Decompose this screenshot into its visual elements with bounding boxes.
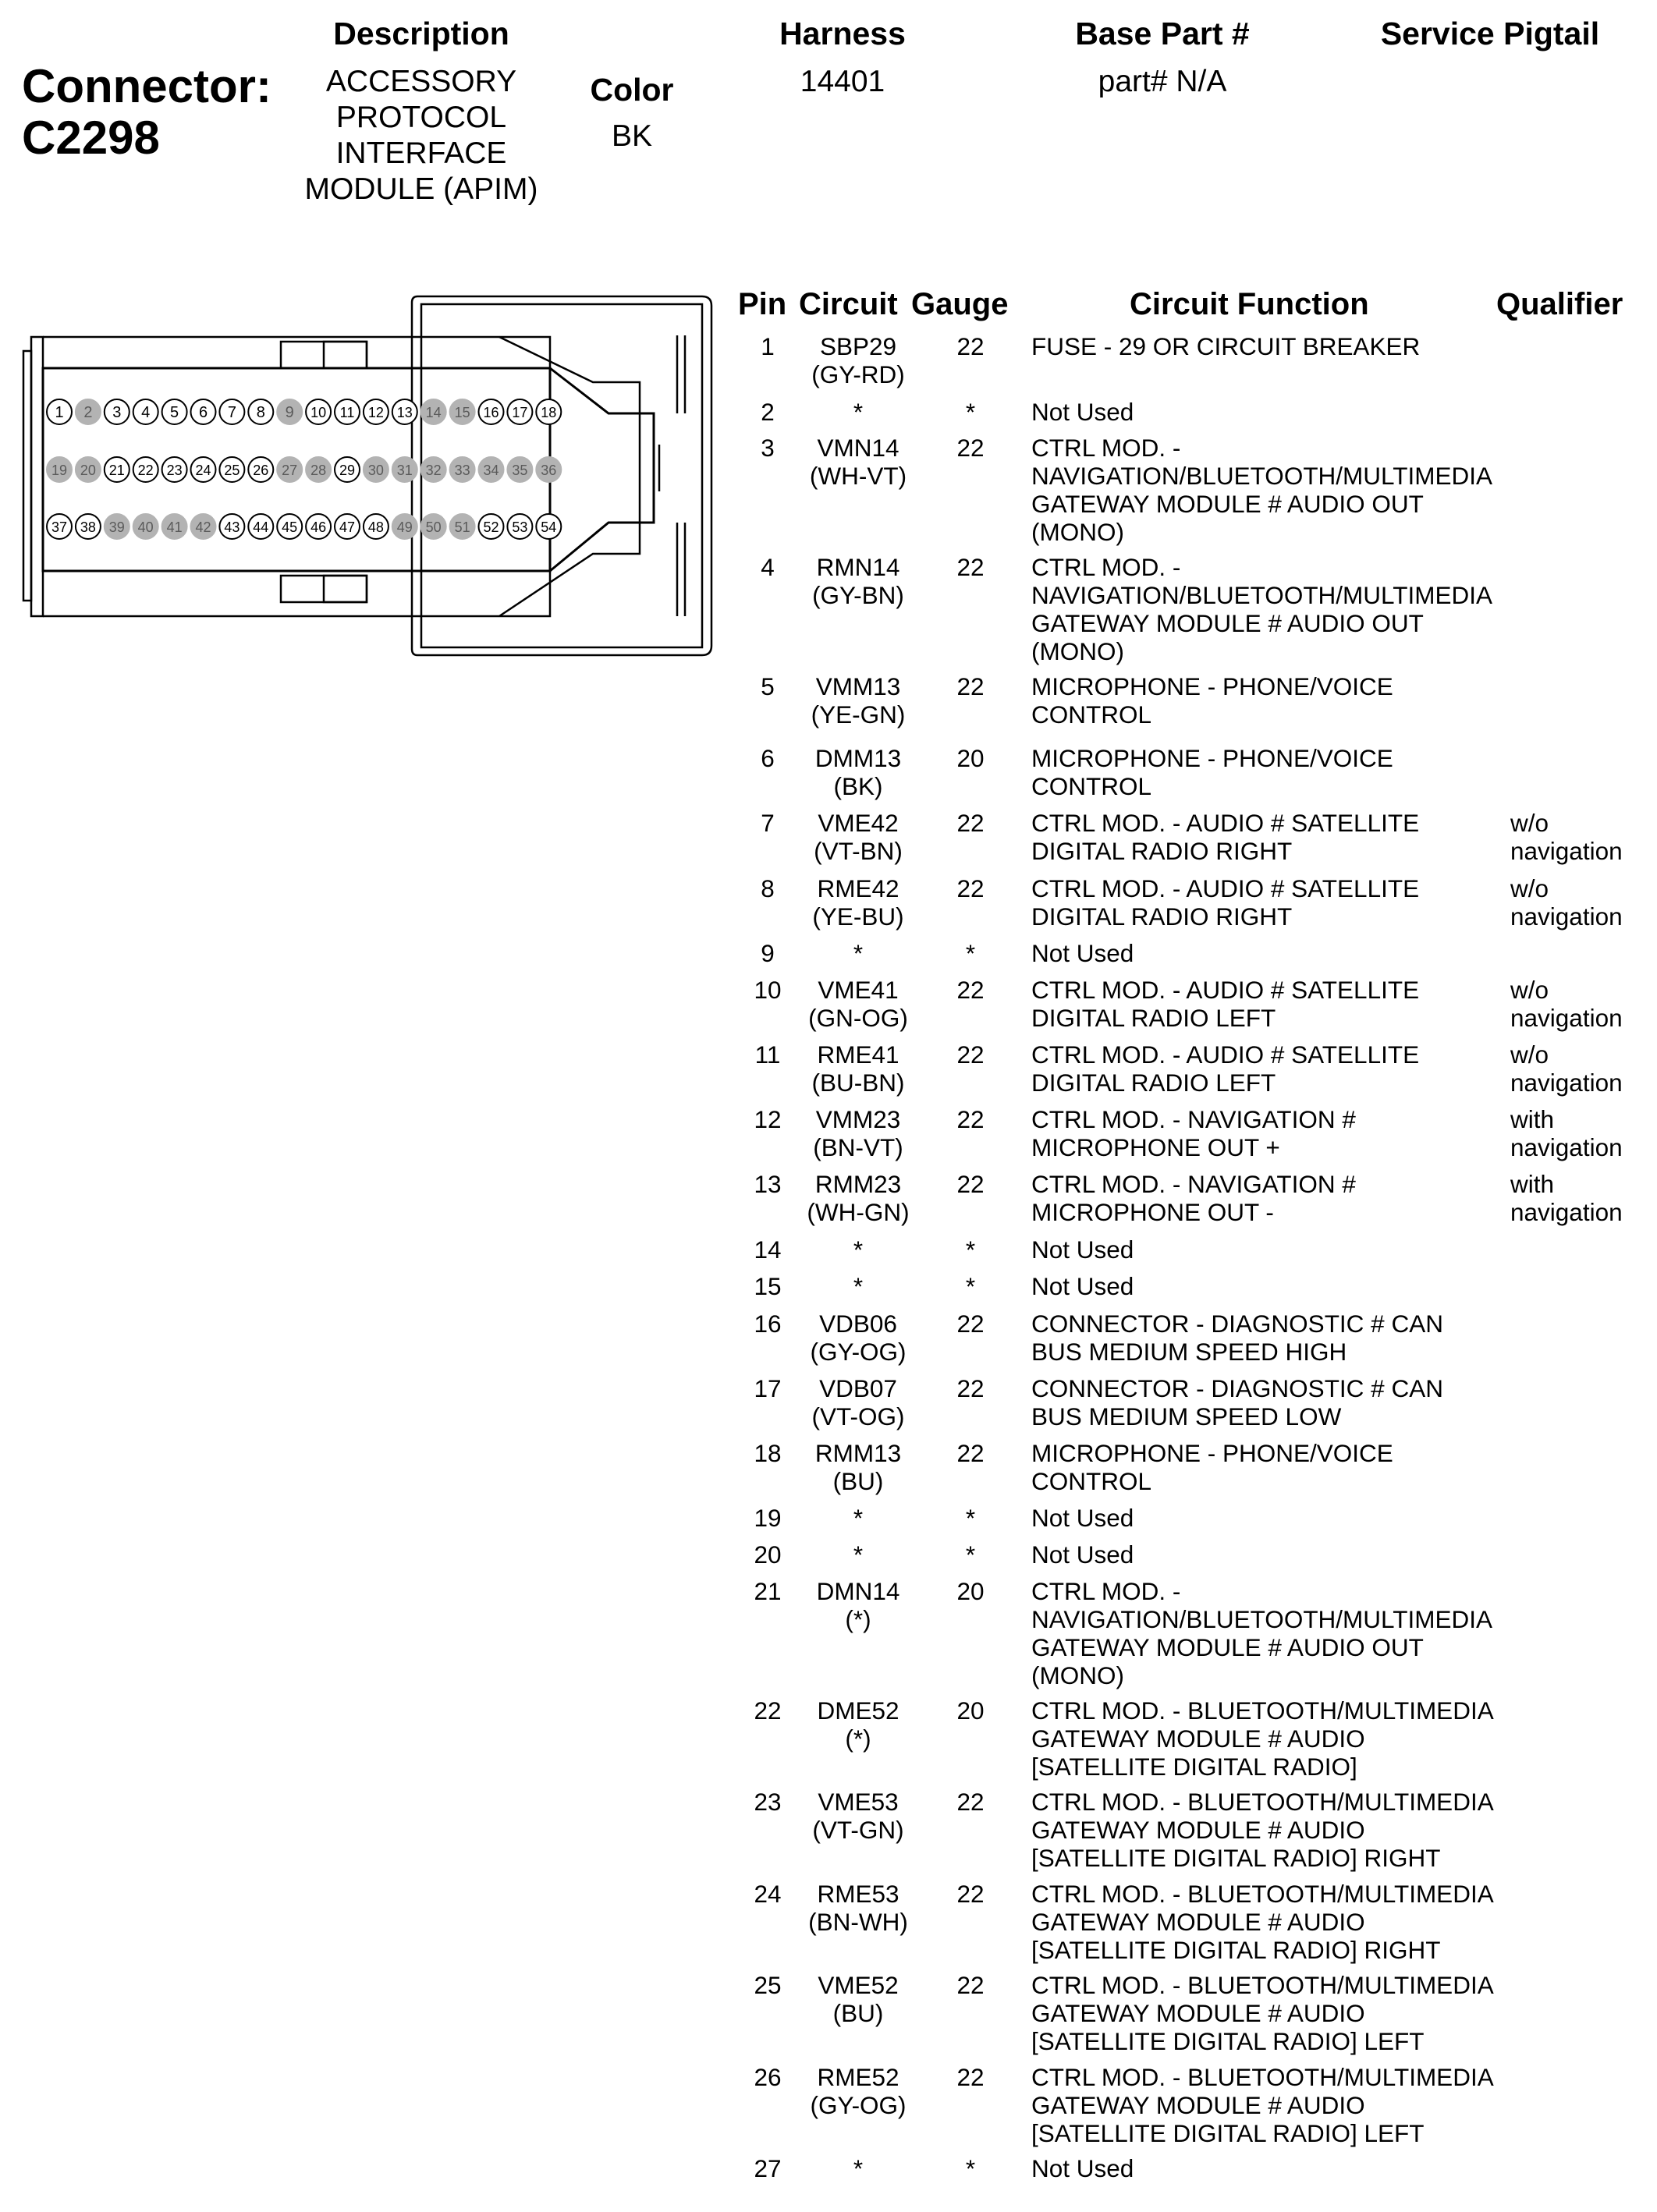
cavity-number: 54 <box>541 519 557 535</box>
cavity-number: 1 <box>55 404 64 421</box>
cavity-8 <box>248 399 273 424</box>
cavity-number: 52 <box>483 519 499 535</box>
pin-number: 1 <box>761 332 775 360</box>
pin-number: 4 <box>761 553 775 581</box>
lock-tongue <box>550 368 654 571</box>
pin-col-header: Pin <box>738 287 787 321</box>
pin-number: 19 <box>754 1504 782 1532</box>
pin-number: 23 <box>754 1788 782 1816</box>
cavity-number: 29 <box>339 463 356 478</box>
wire-gauge: 22 <box>956 1880 985 1908</box>
circuit-function: CTRL MOD. - AUDIO # SATELLITE DIGITAL RADIO LEFT <box>1031 1040 1420 1097</box>
cavity-24 <box>191 457 216 482</box>
circuit-code: DMN14 (*) <box>816 1577 900 1633</box>
cavity-20 <box>76 457 101 482</box>
circuit-function: CTRL MOD. - NAVIGATION/BLUETOOTH/MULTIMEDIA GATEWAY MODULE # AUDIO OUT (MONO) <box>1031 553 1492 665</box>
cavity-number: 50 <box>425 519 442 535</box>
cavity-38 <box>76 514 101 539</box>
circuit-code: RMM13 (BU) <box>814 1439 902 1495</box>
circuit-function: CONNECTOR - DIAGNOSTIC # CAN BUS MEDIUM SPEED HIGH <box>1031 1310 1443 1366</box>
cavity-number: 22 <box>137 463 154 478</box>
cavity-number: 3 <box>112 404 122 421</box>
wire-gauge: 22 <box>956 1310 985 1338</box>
circuit-code: VDB06 (GY-OG) <box>810 1310 907 1366</box>
circuit-code: DMM13 (BK) <box>814 744 902 800</box>
circuit-code: VMN14 (WH-VT) <box>809 434 907 490</box>
connector-id: C2298 <box>22 112 160 164</box>
gauge-col-header: Gauge <box>911 287 1009 321</box>
wire-gauge: * <box>965 398 976 426</box>
cavity-number: 42 <box>195 519 211 535</box>
wire-gauge: 22 <box>956 2063 985 2091</box>
cavity-16 <box>479 399 504 424</box>
qualifier: w/o navigation <box>1510 874 1623 931</box>
cavity-number: 33 <box>454 463 470 478</box>
pin-number: 18 <box>754 1439 782 1467</box>
circuit-code: * <box>853 2154 864 2182</box>
wire-gauge: * <box>965 1504 976 1532</box>
wire-gauge: 22 <box>956 1971 985 1999</box>
circuit-function: Not Used <box>1031 1504 1134 1532</box>
cavity-34 <box>479 457 504 482</box>
circuit-code: VME53 (VT-GN) <box>812 1788 904 1844</box>
qualifier: with navigation <box>1510 1170 1623 1226</box>
circuit-function: CTRL MOD. - AUDIO # SATELLITE DIGITAL RADIO LEFT <box>1031 976 1420 1032</box>
cavity-number: 21 <box>108 463 125 478</box>
wire-gauge: 22 <box>956 976 985 1004</box>
cavity-number: 25 <box>224 463 240 478</box>
pin-number: 6 <box>761 744 775 772</box>
cavity-47 <box>335 514 360 539</box>
cavity-54 <box>536 514 561 539</box>
circuit-function: Not Used <box>1031 2154 1134 2182</box>
cavity-48 <box>364 514 389 539</box>
pin-number: 15 <box>754 1272 782 1300</box>
wire-gauge: 20 <box>956 1696 985 1725</box>
cavity-37 <box>47 514 72 539</box>
circuit-function: CTRL MOD. - BLUETOOTH/MULTIMEDIA GATEWAY MODULE # AUDIO [SATELLITE DIGITAL RADIO] LEFT <box>1031 1971 1494 2055</box>
description-value: ACCESSORY PROTOCOL INTERFACE MODULE (APIM) <box>304 65 538 206</box>
cavity-number: 31 <box>396 463 413 478</box>
cavity-number: 48 <box>367 519 384 535</box>
cavity-number: 53 <box>512 519 528 535</box>
circuit-function: Not Used <box>1031 1235 1134 1264</box>
cavity-3 <box>105 399 130 424</box>
pin-number: 9 <box>761 939 775 967</box>
cavity-9 <box>277 399 302 424</box>
cavity-1 <box>47 399 72 424</box>
circuit-function: CTRL MOD. - AUDIO # SATELLITE DIGITAL RADIO RIGHT <box>1031 874 1420 931</box>
cavity-4 <box>133 399 158 424</box>
cavity-39 <box>105 514 130 539</box>
cavity-5 <box>162 399 187 424</box>
circuit-code: VME52 (BU) <box>818 1971 899 2027</box>
pin-number: 7 <box>761 809 775 837</box>
circuit-function: CTRL MOD. - NAVIGATION/BLUETOOTH/MULTIMEDIA GATEWAY MODULE # AUDIO OUT (MONO) <box>1031 1577 1492 1689</box>
circuit-code: VDB07 (VT-OG) <box>811 1374 905 1430</box>
circuit-code: * <box>853 939 864 967</box>
circuit-function: Not Used <box>1031 398 1134 426</box>
circuit-code: * <box>853 1272 864 1300</box>
connector-shell-outer <box>23 351 31 601</box>
wire-gauge: * <box>965 939 976 967</box>
cavity-number: 38 <box>80 519 96 535</box>
cavity-17 <box>507 399 532 424</box>
bottom-rail <box>43 571 550 616</box>
circuit-function: Not Used <box>1031 939 1134 967</box>
circuit-function: Not Used <box>1031 1540 1134 1569</box>
pin-number: 16 <box>754 1310 782 1338</box>
cavity-42 <box>191 514 216 539</box>
cavity-number: 46 <box>310 519 327 535</box>
pin-number: 27 <box>754 2154 782 2182</box>
circuit-col-header: Circuit <box>799 287 898 321</box>
description-header: Description <box>333 16 509 51</box>
pin-number: 12 <box>754 1105 782 1133</box>
wire-gauge: 22 <box>956 1040 985 1069</box>
cavity-33 <box>450 457 475 482</box>
cavity-51 <box>450 514 475 539</box>
cavity-number: 2 <box>83 404 93 421</box>
cavity-7 <box>219 399 244 424</box>
circuit-code: RME41 (BU-BN) <box>811 1040 905 1097</box>
wire-gauge: 22 <box>956 1170 985 1198</box>
cavity-number: 13 <box>396 405 413 420</box>
circuit-code: VME42 (VT-BN) <box>814 809 903 865</box>
cavity-50 <box>421 514 446 539</box>
wire-gauge: 20 <box>956 1577 985 1605</box>
cavity-number: 5 <box>170 404 179 421</box>
pin-number: 13 <box>754 1170 782 1198</box>
cavity-11 <box>335 399 360 424</box>
cavity-number: 32 <box>425 463 442 478</box>
cavity-19 <box>47 457 72 482</box>
wire-gauge: 22 <box>956 434 985 462</box>
cavity-25 <box>219 457 244 482</box>
circuit-code: RME52 (GY-OG) <box>810 2063 907 2119</box>
circuit-code: * <box>853 1235 864 1264</box>
circuit-function: Not Used <box>1031 1272 1134 1300</box>
cavity-26 <box>248 457 273 482</box>
wire-gauge: * <box>965 1540 976 1569</box>
cavity-43 <box>219 514 244 539</box>
cavity-number: 23 <box>166 463 183 478</box>
cavity-32 <box>421 457 446 482</box>
cavity-number: 7 <box>227 404 236 421</box>
circuit-function: MICROPHONE - PHONE/VOICE CONTROL <box>1031 1439 1393 1495</box>
circuit-code: * <box>853 398 864 426</box>
cavity-2 <box>76 399 101 424</box>
connector-title <box>22 61 271 164</box>
cavity-number: 15 <box>454 405 470 420</box>
cavity-number: 17 <box>512 405 528 420</box>
cavity-13 <box>392 399 417 424</box>
wire-gauge: 22 <box>956 1439 985 1467</box>
pin-number: 25 <box>754 1971 782 1999</box>
cavity-number: 19 <box>51 463 68 478</box>
pin-number: 3 <box>761 434 775 462</box>
cavity-10 <box>306 399 331 424</box>
qualifier-col-header: Qualifier <box>1496 287 1623 321</box>
wire-gauge: * <box>965 2154 976 2182</box>
cavity-49 <box>392 514 417 539</box>
wire-gauge: 22 <box>956 874 985 902</box>
cavity-35 <box>507 457 532 482</box>
circuit-code: * <box>853 1504 864 1532</box>
cavity-number: 49 <box>396 519 413 535</box>
pin-number: 14 <box>754 1235 782 1264</box>
cavity-27 <box>277 457 302 482</box>
pin-number: 24 <box>754 1880 782 1908</box>
cavity-number: 10 <box>310 405 327 420</box>
wire-gauge: 22 <box>956 809 985 837</box>
cavity-number: 47 <box>339 519 356 535</box>
cavity-18 <box>536 399 561 424</box>
qualifier: w/o navigation <box>1510 809 1623 865</box>
cavity-53 <box>507 514 532 539</box>
cavity-40 <box>133 514 158 539</box>
circuit-function: CONNECTOR - DIAGNOSTIC # CAN BUS MEDIUM SPEED LOW <box>1031 1374 1443 1430</box>
top-latch-inner <box>324 342 367 368</box>
cavity-41 <box>162 514 187 539</box>
cavity-number: 6 <box>198 404 208 421</box>
cavity-45 <box>277 514 302 539</box>
harness-header: Harness <box>779 16 906 51</box>
cavity-12 <box>364 399 389 424</box>
pin-number: 11 <box>754 1040 781 1069</box>
circuit-code: SBP29 (GY-RD) <box>811 332 905 388</box>
qualifier: w/o navigation <box>1510 1040 1623 1097</box>
cavity-30 <box>364 457 389 482</box>
connector-shell <box>31 337 43 616</box>
cavity-36 <box>536 457 561 482</box>
wire-gauge: * <box>965 1272 976 1300</box>
circuit-code: RME42 (YE-BU) <box>812 874 904 931</box>
service-pigtail-header: Service Pigtail <box>1380 16 1600 51</box>
pin-number: 26 <box>754 2063 782 2091</box>
pin-number: 8 <box>761 874 775 902</box>
wire-gauge: * <box>965 1235 976 1264</box>
cavity-number: 40 <box>137 519 154 535</box>
cavity-number: 11 <box>339 405 355 420</box>
cavity-21 <box>105 457 130 482</box>
qualifier: with navigation <box>1510 1105 1623 1161</box>
circuit-function: CTRL MOD. - BLUETOOTH/MULTIMEDIA GATEWAY MODULE # AUDIO [SATELLITE DIGITAL RADIO] RIGHT <box>1031 1788 1494 1872</box>
harness-value: 14401 <box>800 65 885 98</box>
cavity-29 <box>335 457 360 482</box>
pin-number: 2 <box>761 398 775 426</box>
circuit-code: RMM23 (WH-GN) <box>807 1170 910 1226</box>
circuit-function: MICROPHONE - PHONE/VOICE CONTROL <box>1031 672 1393 728</box>
cavity-44 <box>248 514 273 539</box>
circuit-code: * <box>853 1540 864 1569</box>
circuit-code: VME41 (GN-OG) <box>808 976 908 1032</box>
base-part-header: Base Part # <box>1075 16 1250 51</box>
cavity-number: 16 <box>483 405 499 420</box>
cavity-number: 43 <box>224 519 240 535</box>
cavity-number: 18 <box>541 405 557 420</box>
cavity-number: 28 <box>310 463 327 478</box>
cavity-number: 34 <box>483 463 499 478</box>
cavity-number: 4 <box>141 404 151 421</box>
connector-face-diagram <box>0 289 726 663</box>
cavity-number: 35 <box>512 463 528 478</box>
base-part-value: part# N/A <box>1098 65 1227 98</box>
bottom-latch-inner <box>324 576 367 602</box>
wire-gauge: 22 <box>956 553 985 581</box>
cavity-23 <box>162 457 187 482</box>
wire-gauge: 20 <box>956 744 985 772</box>
circuit-function: CTRL MOD. - NAVIGATION/BLUETOOTH/MULTIMEDIA GATEWAY MODULE # AUDIO OUT (MONO) <box>1031 434 1492 546</box>
pin-number: 5 <box>761 672 775 700</box>
connector-label: Connector: <box>22 60 271 112</box>
circuit-function: FUSE - 29 OR CIRCUIT BREAKER <box>1031 332 1421 360</box>
cavity-number: 41 <box>166 519 183 535</box>
cavity-number: 51 <box>454 519 470 535</box>
circuit-function: CTRL MOD. - BLUETOOTH/MULTIMEDIA GATEWAY MODULE # AUDIO [SATELLITE DIGITAL RADIO] LEFT <box>1031 2063 1494 2147</box>
cavity-22 <box>133 457 158 482</box>
circuit-code: VMM23 (BN-VT) <box>813 1105 903 1161</box>
circuit-code: RME53 (BN-WH) <box>808 1880 908 1936</box>
cavity-14 <box>421 399 446 424</box>
circuit-code: DME52 (*) <box>817 1696 899 1753</box>
cavity-number: 26 <box>253 463 269 478</box>
cavity-6 <box>191 399 216 424</box>
cavity-number: 45 <box>282 519 298 535</box>
color-header: Color <box>590 72 674 108</box>
circuit-function: CTRL MOD. - AUDIO # SATELLITE DIGITAL RADIO RIGHT <box>1031 809 1420 865</box>
circuit-code: RMN14 (GY-BN) <box>812 553 904 609</box>
circuit-function: CTRL MOD. - BLUETOOTH/MULTIMEDIA GATEWAY MODULE # AUDIO [SATELLITE DIGITAL RADIO] <box>1031 1696 1494 1781</box>
cavity-31 <box>392 457 417 482</box>
cavity-46 <box>306 514 331 539</box>
pin-number: 22 <box>754 1696 782 1725</box>
function-col-header: Circuit Function <box>1130 287 1369 321</box>
cavity-number: 30 <box>367 463 384 478</box>
wire-gauge: 22 <box>956 1105 985 1133</box>
wire-gauge: 22 <box>956 1788 985 1816</box>
wire-gauge: 22 <box>956 1374 985 1402</box>
cavity-number: 14 <box>425 405 442 420</box>
pin-number: 17 <box>754 1374 782 1402</box>
circuit-function: CTRL MOD. - BLUETOOTH/MULTIMEDIA GATEWAY MODULE # AUDIO [SATELLITE DIGITAL RADIO] RIGHT <box>1031 1880 1494 1964</box>
qualifier: w/o navigation <box>1510 976 1623 1032</box>
pin-number: 21 <box>754 1577 782 1605</box>
cavity-number: 12 <box>367 405 384 420</box>
wire-gauge: 22 <box>956 672 985 700</box>
cavity-number: 9 <box>285 404 294 421</box>
pin-number: 20 <box>754 1540 782 1569</box>
pin-number: 10 <box>754 976 782 1004</box>
circuit-code: VMM13 (YE-GN) <box>811 672 906 728</box>
cavity-number: 44 <box>253 519 269 535</box>
cavity-15 <box>450 399 475 424</box>
cavity-52 <box>479 514 504 539</box>
color-value: BK <box>611 119 653 153</box>
cavity-number: 36 <box>541 463 557 478</box>
circuit-function: CTRL MOD. - NAVIGATION # MICROPHONE OUT - <box>1031 1170 1356 1226</box>
circuit-function: CTRL MOD. - NAVIGATION # MICROPHONE OUT + <box>1031 1105 1356 1161</box>
wire-gauge: 22 <box>956 332 985 360</box>
cavity-number: 8 <box>256 404 265 421</box>
cavity-number: 27 <box>282 463 298 478</box>
cavity-number: 24 <box>195 463 211 478</box>
cavity-28 <box>306 457 331 482</box>
cavity-number: 37 <box>51 519 68 535</box>
cavity-number: 20 <box>80 463 96 478</box>
cavity-number: 39 <box>108 519 125 535</box>
circuit-function: MICROPHONE - PHONE/VOICE CONTROL <box>1031 744 1393 800</box>
